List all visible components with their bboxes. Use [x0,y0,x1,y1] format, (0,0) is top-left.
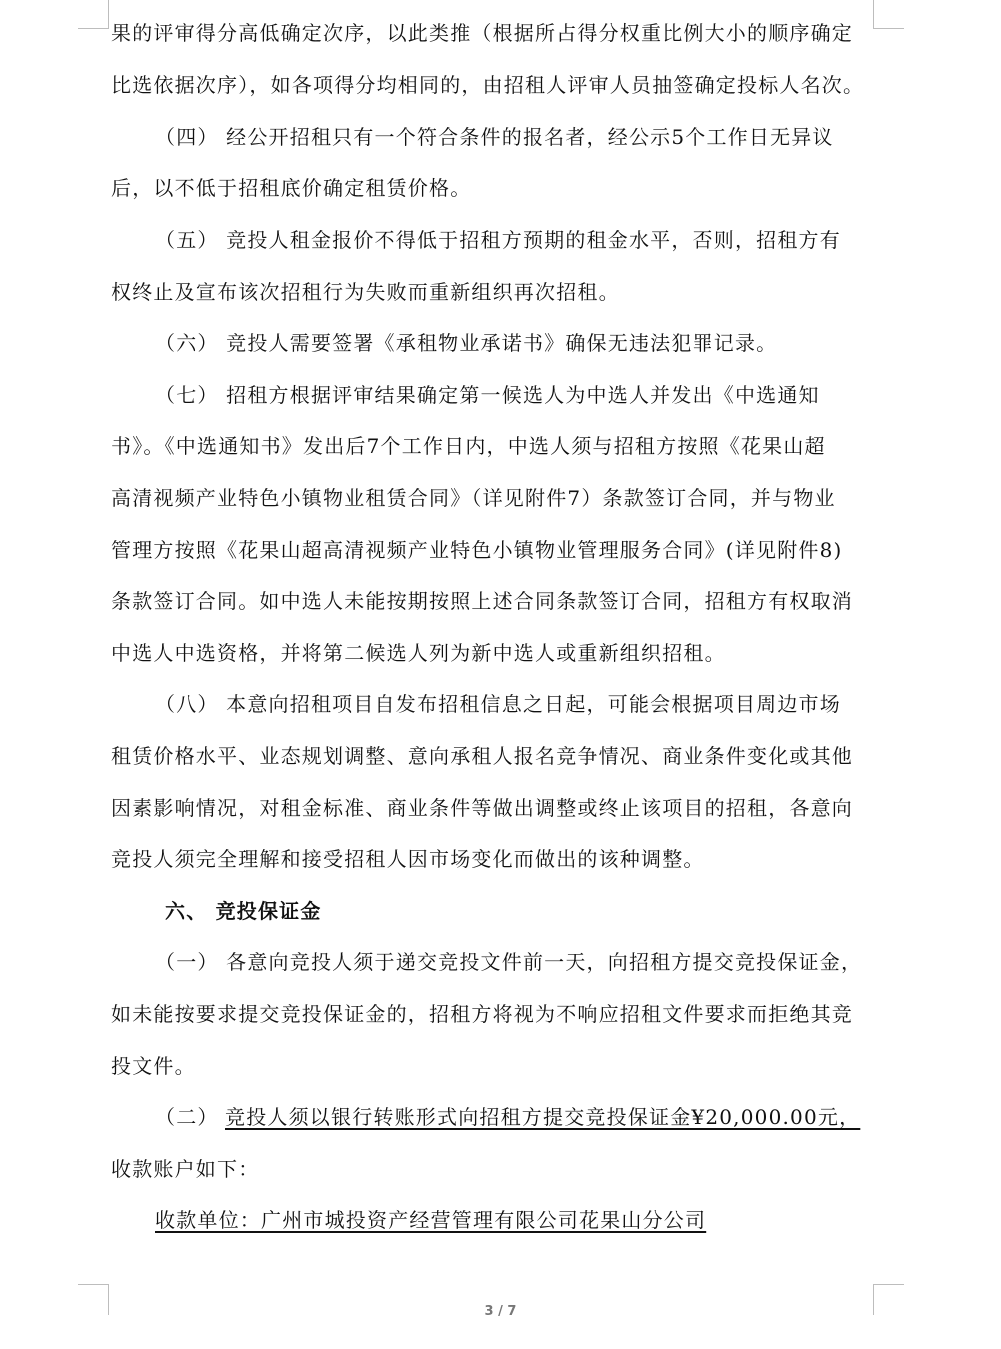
text-line: 书》。《中选通知书》发出后7个工作日内，中选人须与招租方按照《花果山超 [111,434,826,458]
text-line: （七） 招租方根据评审结果确定第一候选人为中选人并发出《中选通知 [155,383,820,407]
text-line: （一） 各意向竞投人须于递交竞投文件前一天，向招租方提交竞投保证金， [155,950,863,974]
text-line: 因素影响情况，对租金标准、商业条件等做出调整或终止该项目的招租，各意向 [111,796,853,820]
receiving-unit: 收款单位：广州市城投资产经营管理有限公司花果山分公司 [155,1208,707,1232]
text-line: 比选依据次序），如各项得分均相同的，由招租人评审人员抽签确定投标人名次。 [111,73,865,97]
text-line: 管理方按照《花果山超高清视频产业特色小镇物业管理服务合同》(详见附件8) [111,538,843,562]
text-line: 收款账户如下： [111,1157,260,1181]
section-heading: 六、 竞投保证金 [165,899,322,923]
text-line: 中选人中选资格，并将第二候选人列为新中选人或重新组织招租。 [111,641,726,665]
text-line: 高清视频产业特色小镇物业租赁合同》（详见附件7）条款签订合同，并与物业 [111,486,836,510]
text-line: 条款签订合同。如中选人未能按期按照上述合同条款签订合同，招租方有权取消 [111,589,853,613]
text-line: 投文件。 [111,1054,196,1078]
crop-mark-top-left [78,0,109,29]
text-line: （五） 竞投人租金报价不得低于招租方预期的租金水平，否则，招租方有 [155,228,841,252]
underlined-text: 竞投人须以银行转账形式向招租方提交竞投保证金¥20,000.00元， [225,1105,861,1129]
text-line: 权终止及宣布该次招租行为失败而重新组织再次招租。 [111,280,620,304]
text-line: （八） 本意向招租项目自发布招租信息之日起，可能会根据项目周边市场 [155,692,841,716]
text-line: （四） 经公开招租只有一个符合条件的报名者，经公示5个工作日无异议 [155,125,834,149]
text-line: （二） [155,1105,219,1129]
page-number: 3 / 7 [484,1304,517,1319]
text-line: 租赁价格水平、业态规划调整、意向承租人报名竞争情况、商业条件变化或其他 [111,744,853,768]
text-line: 果的评审得分高低确定次序，以此类推（根据所占得分权重比例大小的顺序确定 [111,21,853,45]
text-line: 竞投人须完全理解和接受招租人因市场变化而做出的该种调整。 [111,847,705,871]
text-line: 如未能按要求提交竞投保证金的，招租方将视为不响应招租文件要求而拒绝其竞 [111,1002,853,1026]
text-line: （六） 竞投人需要签署《承租物业承诺书》确保无违法犯罪记录。 [155,331,778,355]
text-line: 后，以不低于招租底价确定租赁价格。 [111,176,472,200]
